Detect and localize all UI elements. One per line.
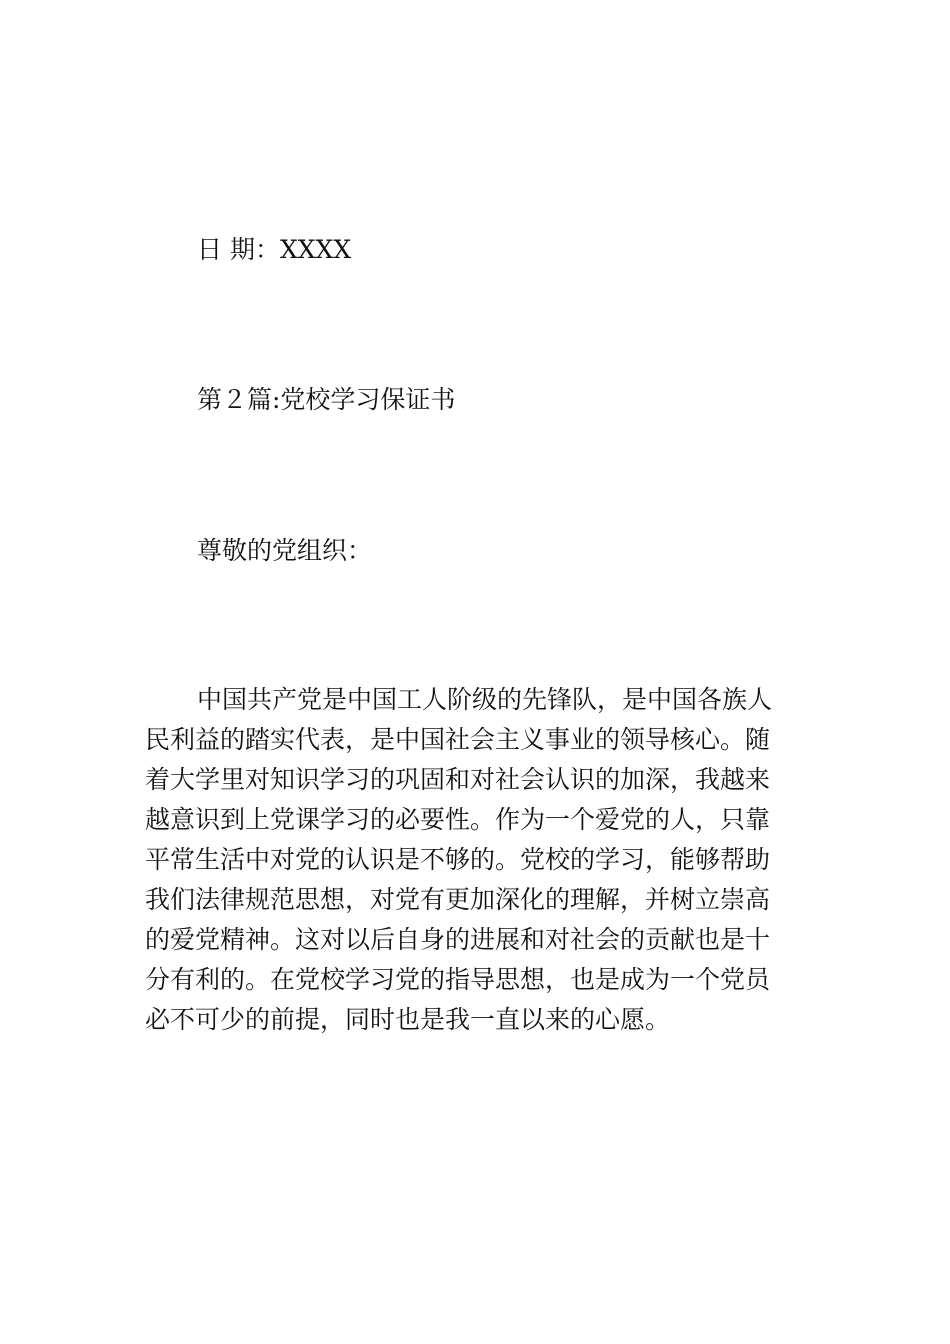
paragraph-line: 必不可少的前提，同时也是我一直以来的心愿。 bbox=[145, 1005, 671, 1034]
paragraph-line: 越意识到上党课学习的必要性。作为一个爱党的人，只靠 bbox=[145, 805, 771, 834]
paragraph-line: 中国共产党是中国工人阶级的先锋队，是中国各族人 bbox=[197, 685, 773, 714]
date-line: 日 期：XXXX bbox=[197, 235, 352, 264]
paragraph-line: 的爱党精神。这对以后自身的进展和对社会的贡献也是十 bbox=[145, 925, 771, 954]
salutation: 尊敬的党组织： bbox=[197, 536, 373, 565]
paragraph-line: 我们法律规范思想，对党有更加深化的理解，并树立崇高 bbox=[145, 885, 771, 914]
document-title: 第２篇:党校学习保证书 bbox=[197, 385, 456, 414]
paragraph-line: 着大学里对知识学习的巩固和对社会认识的加深，我越来 bbox=[145, 765, 771, 794]
paragraph-line: 分有利的。在党校学习党的指导思想，也是成为一个党员 bbox=[145, 965, 771, 994]
paragraph-line: 平常生活中对党的认识是不够的。党校的学习，能够帮助 bbox=[145, 845, 771, 874]
body-paragraph bbox=[145, 680, 810, 1040]
paragraph-line: 民利益的踏实代表，是中国社会主义事业的领导核心。随 bbox=[145, 725, 771, 754]
